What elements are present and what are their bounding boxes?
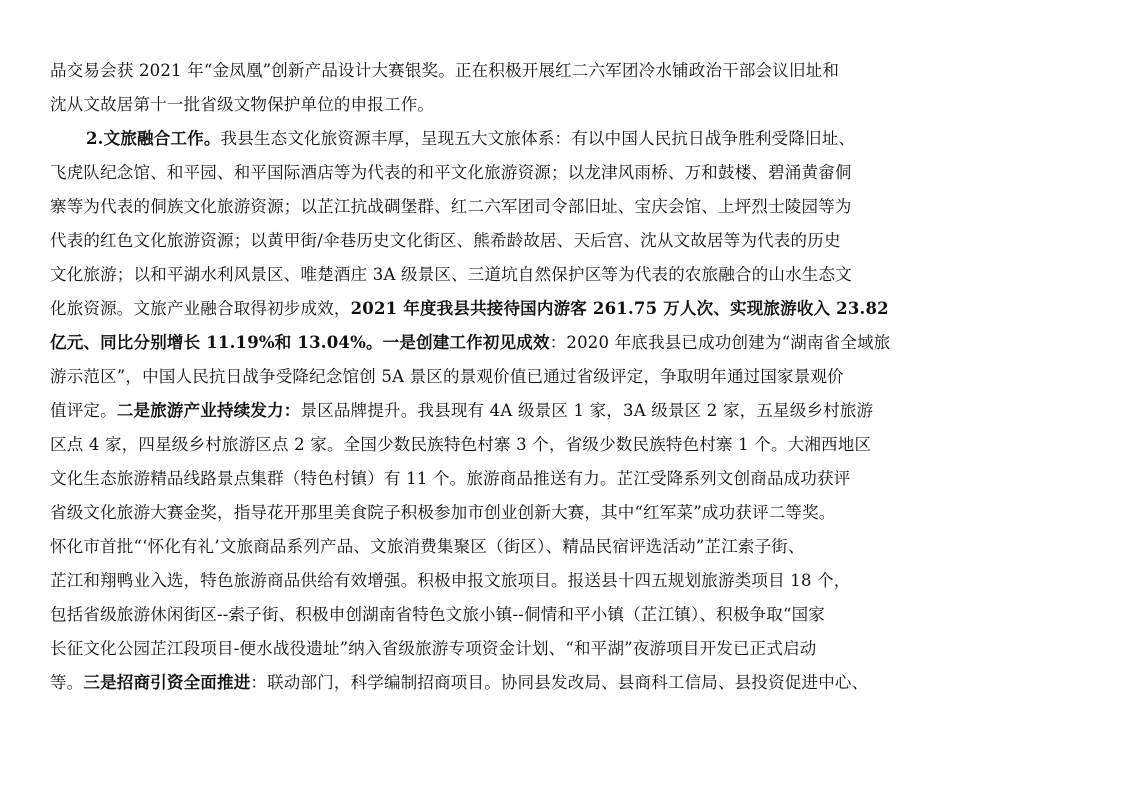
text-span: ：2020 年底我县已成功创建为“湖南省全域旅 xyxy=(549,333,891,352)
text-span: 代表的红色文化旅游资源；以黄甲街/伞巷历史文化街区、熊希龄故居、天后宫、沈从文故居等为代表的历史 xyxy=(50,231,841,250)
text-span: 包括省级旅游休闲街区--索子街、积极申创湖南省特色文旅小镇--侗情和平小镇（芷江镇）、积极争取“国家 xyxy=(50,605,825,624)
text-line-14 xyxy=(50,496,1074,530)
text-span: 长征文化公园芷江段项目-便水战役遗址”纳入省级旅游专项资金计划、“和平湖”夜游项目开发已正式启动 xyxy=(50,639,817,658)
bold-statistic: 2021 年度我县共接待国内游客 261.75 万人次、实现旅游收入 23.82 xyxy=(350,299,889,318)
text-line-4 xyxy=(50,156,1074,190)
text-span: 文化旅游；以和平湖水利风景区、唯楚酒庄 3A 级景区、三道坑自然保护区等为代表的农旅融合的山水生态文 xyxy=(50,265,852,284)
text-span: 游示范区”，中国人民抗日战争受降纪念馆创 5A 景区的景观价值已通过省级评定，争取明年通过国家景观价 xyxy=(50,367,844,386)
text-line-17 xyxy=(50,598,1074,632)
text-line-6 xyxy=(50,224,1074,258)
bold-subheading: 二是旅游产业持续发力： xyxy=(116,401,301,420)
text-line-11 xyxy=(50,394,1074,428)
text-span: 值评定。 xyxy=(50,401,117,420)
text-span: 我县生态文化旅资源丰厚，呈现五大文旅体系：有以中国人民抗日战争胜利受降旧址、 xyxy=(220,129,856,148)
text-span: 区点 4 家，四星级乡村旅游区点 2 家。全国少数民族特色村寨 3 个，省级少数民族特色村寨 1 个。大湘西地区 xyxy=(50,435,872,454)
text-span: 景区品牌提升。我县现有 4A 级景区 1 家，3A 级景区 2 家，五星级乡村旅游 xyxy=(300,401,874,420)
document-body xyxy=(50,54,1074,700)
text-span: 省级文化旅游大赛金奖，指导花开那里美食院子积极参加市创业创新大赛，其中“红军菜”成功获评二等奖。 xyxy=(50,503,836,522)
text-line-19 xyxy=(50,666,1074,700)
text-line-8 xyxy=(50,292,1074,326)
text-line-15 xyxy=(50,530,1074,564)
text-span: 文化生态旅游精品线路景点集群（特色村镇）有 11 个。旅游商品推送有力。芷江受降系列文创商品成功获评 xyxy=(50,469,851,488)
text-line-2 xyxy=(50,88,1074,122)
text-line-5 xyxy=(50,190,1074,224)
paragraph-heading-line xyxy=(50,122,1074,156)
text-span: 寨等为代表的侗族文化旅游资源；以芷江抗战碉堡群、红二六军团司令部旧址、宝庆会馆、上坪烈士陵园等为 xyxy=(50,197,852,216)
text-span: 品交易会获 2021 年“金凤凰”创新产品设计大赛银奖。正在积极开展红二六军团冷水铺政治干部会议旧址和 xyxy=(50,61,840,80)
text-line-12 xyxy=(50,428,1074,462)
bold-statistic: 亿元、同比分别增长 11.19%和 13.04%。一是创建工作初见成效 xyxy=(50,333,550,352)
text-span: ：联动部门，科学编制招商项目。协同县发改局、县商科工信局、县投资促进中心、 xyxy=(250,673,869,692)
text-line-7 xyxy=(50,258,1074,292)
text-span: 等。 xyxy=(50,673,84,692)
text-line-13 xyxy=(50,462,1074,496)
text-line-16 xyxy=(50,564,1074,598)
text-span: 怀化市首批“‘怀化有礼’文旅商品系列产品、文旅消费集聚区（街区）、精品民宿评选活动”芷江索子街、 xyxy=(50,537,805,556)
text-span: 飞虎队纪念馆、和平园、和平国际酒店等为代表的和平文化旅游资源；以龙津风雨桥、万和鼓楼、碧涌黄畲侗 xyxy=(50,163,852,182)
bold-subheading: 三是招商引资全面推进 xyxy=(83,673,251,692)
text-span: 化旅资源。文旅产业融合取得初步成效， xyxy=(50,299,351,318)
text-line-1 xyxy=(50,54,1074,88)
text-span: 沈从文故居第十一批省级文物保护单位的申报工作。 xyxy=(50,95,435,114)
section-heading: 2.文旅融合工作。 xyxy=(86,129,221,148)
text-line-9 xyxy=(50,326,1074,360)
text-line-18 xyxy=(50,632,1074,666)
text-span: 芷江和翔鸭业入选，特色旅游商品供给有效增强。积极申报文旅项目。报送县十四五规划旅游类项目 18 个， xyxy=(50,571,851,590)
text-line-10 xyxy=(50,360,1074,394)
